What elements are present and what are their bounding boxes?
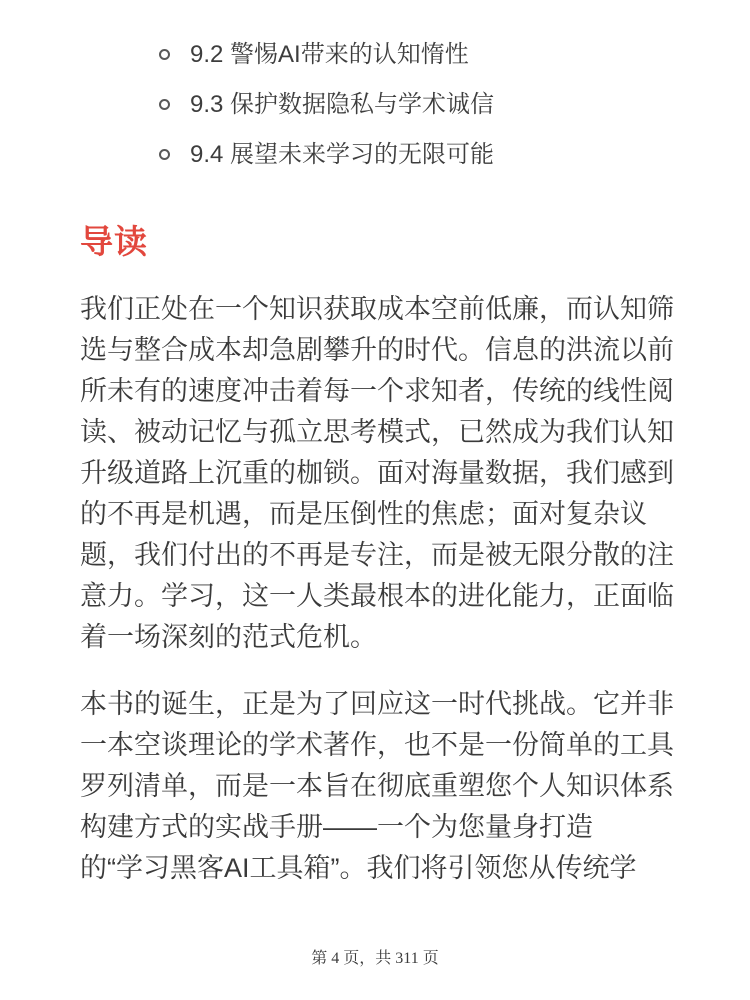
paragraph-line: 一本空谈理论的学术著作，也不是一份简单的工具 <box>80 730 674 760</box>
toc-item[interactable] <box>80 30 670 80</box>
paragraph-line: 的不再是机遇，而是压倒性的焦虑；面对复杂议 <box>80 499 647 529</box>
toc-list <box>80 30 670 180</box>
circle-bullet-icon <box>159 99 170 110</box>
paragraph-line: 升级道路上沉重的枷锁。面对海量数据，我们感到 <box>80 458 674 488</box>
toc-item[interactable] <box>80 80 670 130</box>
paragraph-line: 我们正处在一个知识获取成本空前低廉，而认知筛 <box>80 294 674 324</box>
paragraph-line: 选与整合成本却急剧攀升的时代。信息的洪流以前 <box>80 335 674 365</box>
paragraph-line: 意力。学习，这一人类最根本的进化能力，正面临 <box>80 581 674 611</box>
paragraph-line: 的“学习黑客AI工具箱”。我们将引领您从传统学 <box>80 853 637 883</box>
paragraph-line: 本书的诞生，正是为了回应这一时代挑战。它并非 <box>80 689 674 719</box>
section-heading: 导读 <box>80 223 148 260</box>
paragraph-line: 读、被动记忆与孤立思考模式，已然成为我们认知 <box>80 417 674 447</box>
toc-item-label: 9.4 展望未来学习的无限可能 <box>190 141 495 168</box>
paragraph-line: 罗列清单，而是一本旨在彻底重塑您个人知识体系 <box>80 771 674 801</box>
paragraph-line: 所未有的速度冲击着每一个求知者，传统的线性阅 <box>80 376 674 406</box>
page-number: 第 4 页，共 311 页 <box>311 950 439 967</box>
paragraph-line: 题，我们付出的不再是专注，而是被无限分散的注 <box>80 540 674 570</box>
toc-item[interactable] <box>80 130 670 180</box>
toc-item-label: 9.3 保护数据隐私与学术诚信 <box>190 91 495 118</box>
toc-item-label: 9.2 警惕AI带来的认知惰性 <box>190 41 469 68</box>
paragraph-line: 着一场深刻的范式危机。 <box>80 622 377 652</box>
circle-bullet-icon <box>159 149 170 160</box>
body-paragraph-2 <box>80 684 674 889</box>
paragraph-line: 构建方式的实战手册——一个为您量身打造 <box>80 812 593 842</box>
circle-bullet-icon <box>159 49 170 60</box>
body-paragraph-1 <box>80 289 674 658</box>
